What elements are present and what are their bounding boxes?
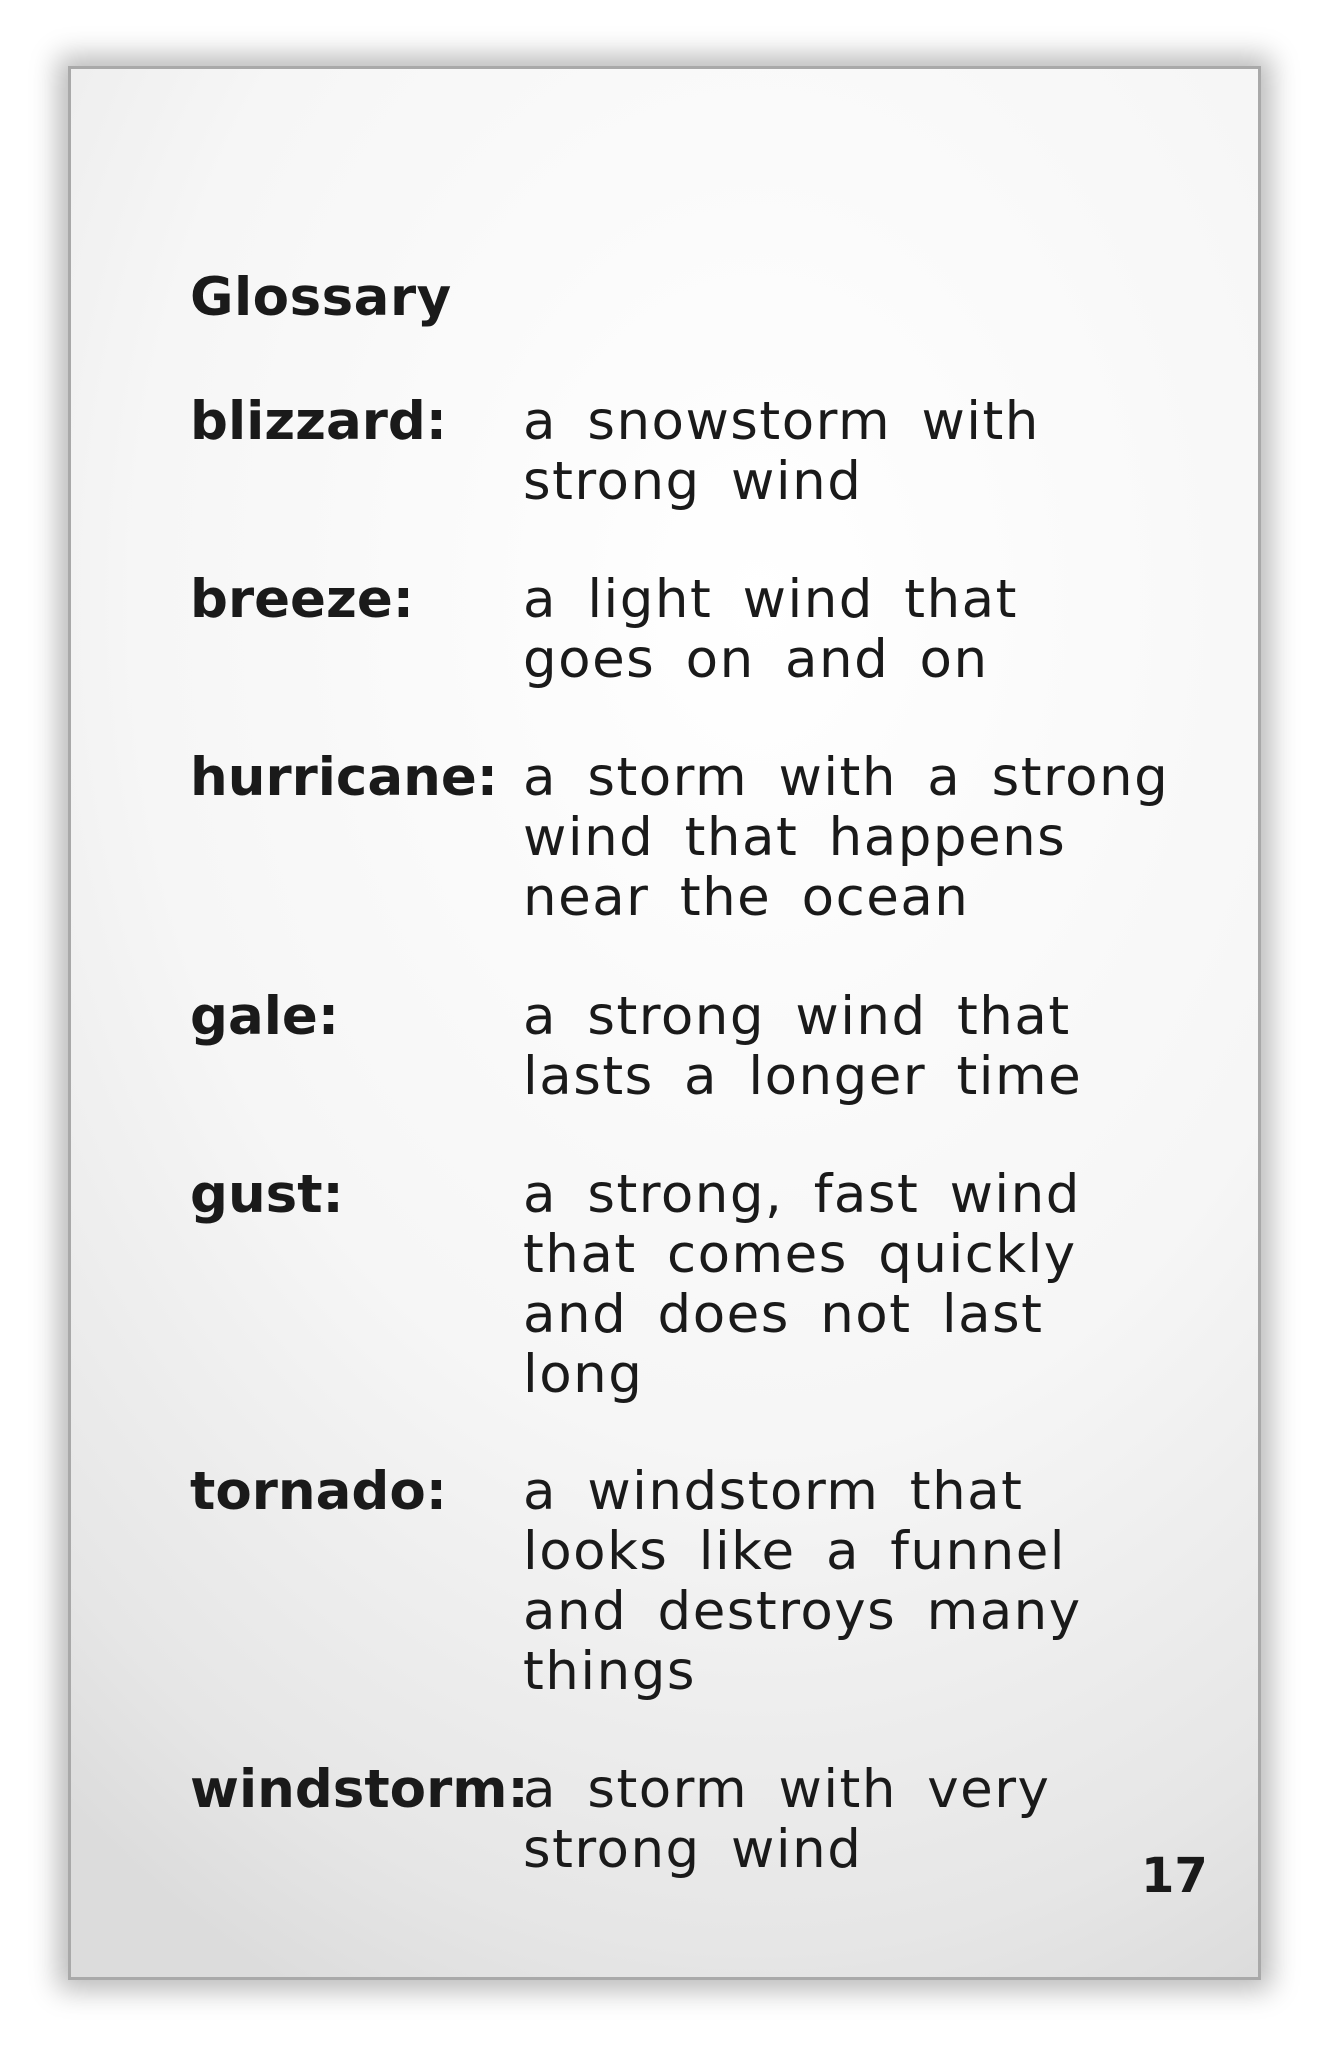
glossary-term: tornado: — [190, 1461, 447, 1522]
definition-line: things — [523, 1641, 696, 1702]
definition-line: a snowstorm with — [523, 391, 1040, 452]
definition-line: wind that happens — [523, 807, 1067, 868]
glossary-definition — [523, 748, 1169, 928]
glossary-title: Glossary — [190, 267, 452, 328]
definition-line: a strong, fast wind — [523, 1164, 1081, 1225]
glossary-definition — [523, 392, 1040, 512]
glossary-term: hurricane: — [190, 747, 498, 808]
glossary-definition — [523, 987, 1082, 1107]
definition-line: near the ocean — [523, 867, 970, 928]
definition-line: looks like a funnel — [523, 1521, 1067, 1582]
glossary-definition — [523, 1760, 1050, 1880]
definition-line: a strong wind that — [523, 986, 1071, 1047]
glossary-term: gust: — [190, 1164, 344, 1225]
definition-line: and destroys many — [523, 1581, 1082, 1642]
definition-line: goes on and on — [523, 629, 989, 690]
glossary-definition — [523, 570, 1018, 690]
glossary-term: breeze: — [190, 569, 414, 630]
definition-line: lasts a longer time — [523, 1046, 1083, 1107]
definition-line: a windstorm that — [523, 1461, 1024, 1522]
definition-line: that comes quickly — [523, 1224, 1077, 1285]
page-number: 17 — [1141, 1848, 1208, 1904]
glossary-term: gale: — [190, 986, 340, 1047]
definition-line: long — [523, 1344, 644, 1405]
glossary-term: blizzard: — [190, 391, 448, 452]
definition-line: strong wind — [523, 451, 863, 512]
definition-line: a storm with a strong — [523, 747, 1170, 808]
definition-line: strong wind — [523, 1819, 863, 1880]
definition-line: a light wind that — [523, 569, 1018, 630]
glossary-definition — [523, 1462, 1082, 1702]
definition-line: and does not last — [523, 1284, 1044, 1345]
definition-line: a storm with very — [523, 1759, 1051, 1820]
glossary-definition — [523, 1165, 1081, 1405]
glossary-term: windstorm: — [190, 1759, 529, 1820]
